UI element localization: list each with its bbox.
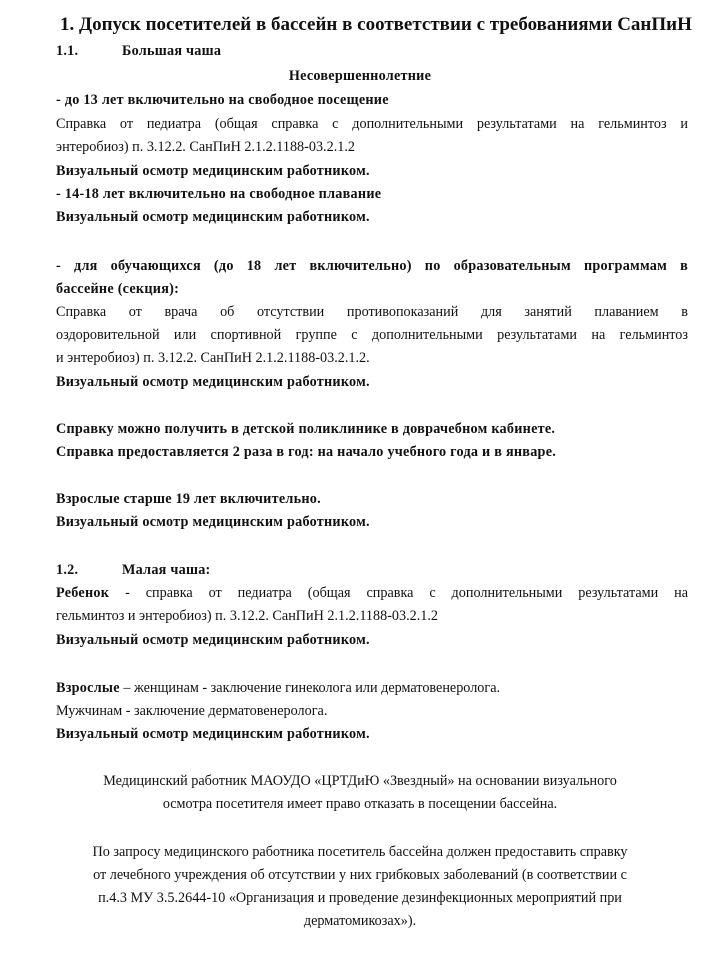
small-adults-visual-check: Визуальный осмотр медицинским работником. [56,726,370,742]
note1-line: осмотра посетителя имеет право отказать в посещении бассейна. [162,796,558,812]
section-title: Большая чаша [122,43,222,59]
students-text-line: оздоровительной или спортивной группе с дополнительными результатами на гельминтоз [56,327,688,343]
small-adults-women-text: – женщинам - заключение гинеколога или дерматовенеролога. [119,680,501,696]
section-number: 1.2. [56,562,79,578]
child-label: Ребенок [56,585,110,601]
adults-visual-check: Визуальный осмотр медицинским работником. [56,514,370,530]
page-title: 1. Допуск посетителей в бассейн в соответствии с требованиями СанПиН [60,14,692,35]
students-visual-check: Визуальный осмотр медицинским работником. [56,374,370,390]
students-heading-line: - для обучающихся (до 18 лет включительно) по образовательным программам в [56,258,688,274]
certificate-where: Справку можно получить в детской поликлинике в доврачебном кабинете. [56,421,556,437]
section-1-2-heading [56,560,688,580]
under13-heading: - до 13 лет включительно на свободное посещение [56,92,389,108]
under13-text-line: энтеробиоз) п. 3.12.2. СанПиН 2.1.2.1188-03.2.1.2 [56,139,355,155]
child-text-line: гельминтоз и энтеробиоз) п. 3.12.2. СанПиН 2.1.2.1188-03.2.1.2 [56,608,439,624]
note2-line: от лечебного учреждения об отсутствии у них грибковых заболеваний (в соответствии с [93,867,627,883]
small-adults-men: Мужчинам - заключение дерматовенеролога. [56,703,328,719]
note1-line: Медицинский работник МАОУДО «ЦРТДиЮ «Звездный» на основании визуального [103,773,617,789]
child-text: - справка от педиатра (общая справка с дополнительными результатами на [109,585,688,601]
note2-line: дерматомикозах»). [303,913,417,929]
certificate-when: Справка предоставляется 2 раза в год: на начало учебного года и в январе. [56,444,557,460]
minors-heading: Несовершеннолетние [288,68,432,84]
under13-text-line: Справка от педиатра (общая справка с дополнительными результатами на гельминтоз и [56,116,688,132]
small-adults-women [56,678,688,698]
age14-18-visual-check: Визуальный осмотр медицинским работником. [56,209,370,225]
child-text-line [56,583,688,603]
section-1-1-heading [56,41,688,61]
students-text-line: и энтеробиоз) п. 3.12.2. СанПиН 2.1.2.1188-03.2.1.2. [56,350,370,366]
note2-line: По запросу медицинского работника посетитель бассейна должен предоставить справку [92,844,628,860]
small-adults-label: Взрослые [56,680,120,696]
note2-line: п.4.3 МУ 3.5.2644-10 «Организация и проведение дезинфекционных мероприятий при [98,890,622,906]
section-title: Малая чаша: [122,562,211,578]
students-text-line: Справка от врача об отсутствии противопоказаний для занятий плаванием в [56,304,688,320]
under13-visual-check: Визуальный осмотр медицинским работником. [56,163,370,179]
age14-18-heading: - 14-18 лет включительно на свободное плавание [56,186,382,202]
child-visual-check: Визуальный осмотр медицинским работником. [56,632,370,648]
section-number: 1.1. [56,43,79,59]
students-heading-line: бассейне (секция): [56,281,180,297]
adults-heading: Взрослые старше 19 лет включительно. [56,491,321,507]
